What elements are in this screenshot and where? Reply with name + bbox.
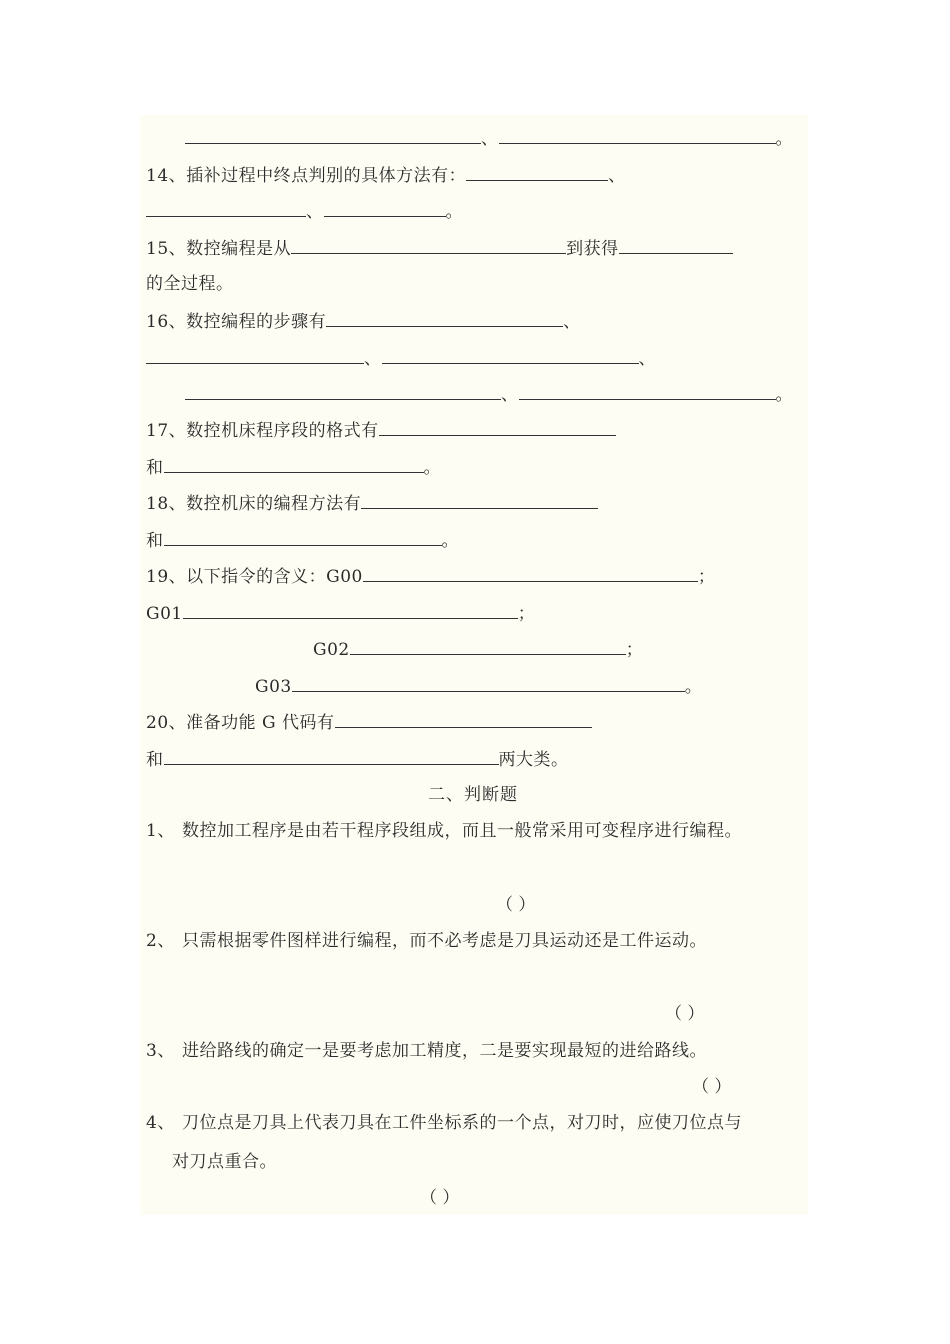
question-text: 18、数控机床的编程方法有 <box>146 494 362 514</box>
q19-line-g03: G03 。 <box>255 674 702 699</box>
answer-blank[interactable] <box>466 163 608 181</box>
question-text: 20、准备功能 G 代码有 <box>146 713 335 733</box>
answer-blank[interactable] <box>185 126 481 144</box>
question-text: 19、以下指令的含义：G00 <box>146 567 363 587</box>
judge-item-4-cont: 对刀点重合。 <box>172 1152 277 1172</box>
q16-line-3: 、 。 <box>185 382 793 407</box>
question-text: 15、数控编程是从 <box>146 239 292 259</box>
q14-line: 14、插补过程中终点判别的具体方法有： 、 <box>146 163 626 188</box>
answer-blank[interactable] <box>164 528 442 546</box>
answer-blank[interactable] <box>324 199 446 217</box>
judge-item-2: 2、 只需根据零件图样进行编程，而不必考虑是刀具运动还是工件运动。 <box>146 931 707 951</box>
answer-blank[interactable] <box>379 418 616 436</box>
judge-item-1: 1、 数控加工程序是由若干程序段组成，而且一般常采用可变程序进行编程。 <box>146 821 742 841</box>
q15-line-2: 的全过程。 <box>146 274 234 294</box>
question-text: 17、数控机床程序段的格式有 <box>146 421 379 441</box>
answer-paren[interactable]: （ ） <box>692 1077 732 1097</box>
question-text: 16、数控编程的步骤有 <box>146 312 327 332</box>
q19-line-g01: G01 ； <box>146 601 535 626</box>
judge-item-4: 4、 刀位点是刀具上代表刀具在工件坐标系的一个点，对刀时，应使刀位点与 <box>146 1113 742 1133</box>
answer-blank[interactable] <box>291 236 566 254</box>
answer-paren[interactable]: （ ） <box>496 895 536 915</box>
q19-line-g02: G02 ； <box>313 637 643 662</box>
answer-blank[interactable] <box>363 564 698 582</box>
q14-line-2: 、 。 <box>146 199 463 224</box>
q18-line <box>146 491 598 516</box>
q16-line: 16、数控编程的步骤有 、 <box>146 309 581 334</box>
question-text: 14、插补过程中终点判别的具体方法有： <box>146 166 467 186</box>
answer-blank[interactable] <box>335 710 592 728</box>
answer-blank[interactable] <box>619 236 733 254</box>
answer-paren[interactable]: （ ） <box>665 1004 705 1024</box>
answer-blank[interactable] <box>326 309 563 327</box>
q17-line <box>146 418 616 443</box>
answer-blank[interactable] <box>499 126 776 144</box>
section-heading: 二、判断题 <box>428 785 518 805</box>
answer-blank[interactable] <box>519 382 776 400</box>
q16-line-2: 、 、 <box>146 346 656 371</box>
q19-line: 19、以下指令的含义：G00 ； <box>146 564 715 589</box>
answer-blank[interactable] <box>164 455 424 473</box>
q20-line <box>146 710 592 735</box>
answer-blank[interactable] <box>382 346 639 364</box>
judge-item-3: 3、 进给路线的确定一是要考虑加工精度，二是要实现最短的进给路线。 <box>146 1041 707 1061</box>
answer-blank[interactable] <box>350 637 626 655</box>
answer-blank[interactable] <box>183 601 518 619</box>
answer-blank[interactable] <box>146 346 364 364</box>
q15-line: 15、数控编程是从 到获得 <box>146 236 733 261</box>
q18-line-2: 和 。 <box>146 528 459 553</box>
q20-line-2: 和 两大类。 <box>146 747 569 772</box>
answer-blank[interactable] <box>164 747 499 765</box>
answer-blank[interactable] <box>146 199 306 217</box>
answer-blank[interactable] <box>361 491 598 509</box>
answer-paren[interactable]: （ ） <box>420 1188 460 1208</box>
answer-blank[interactable] <box>292 674 685 692</box>
q17-line-2: 和 。 <box>146 455 441 480</box>
q13-line: 、 。 <box>185 126 793 151</box>
answer-blank[interactable] <box>185 382 501 400</box>
